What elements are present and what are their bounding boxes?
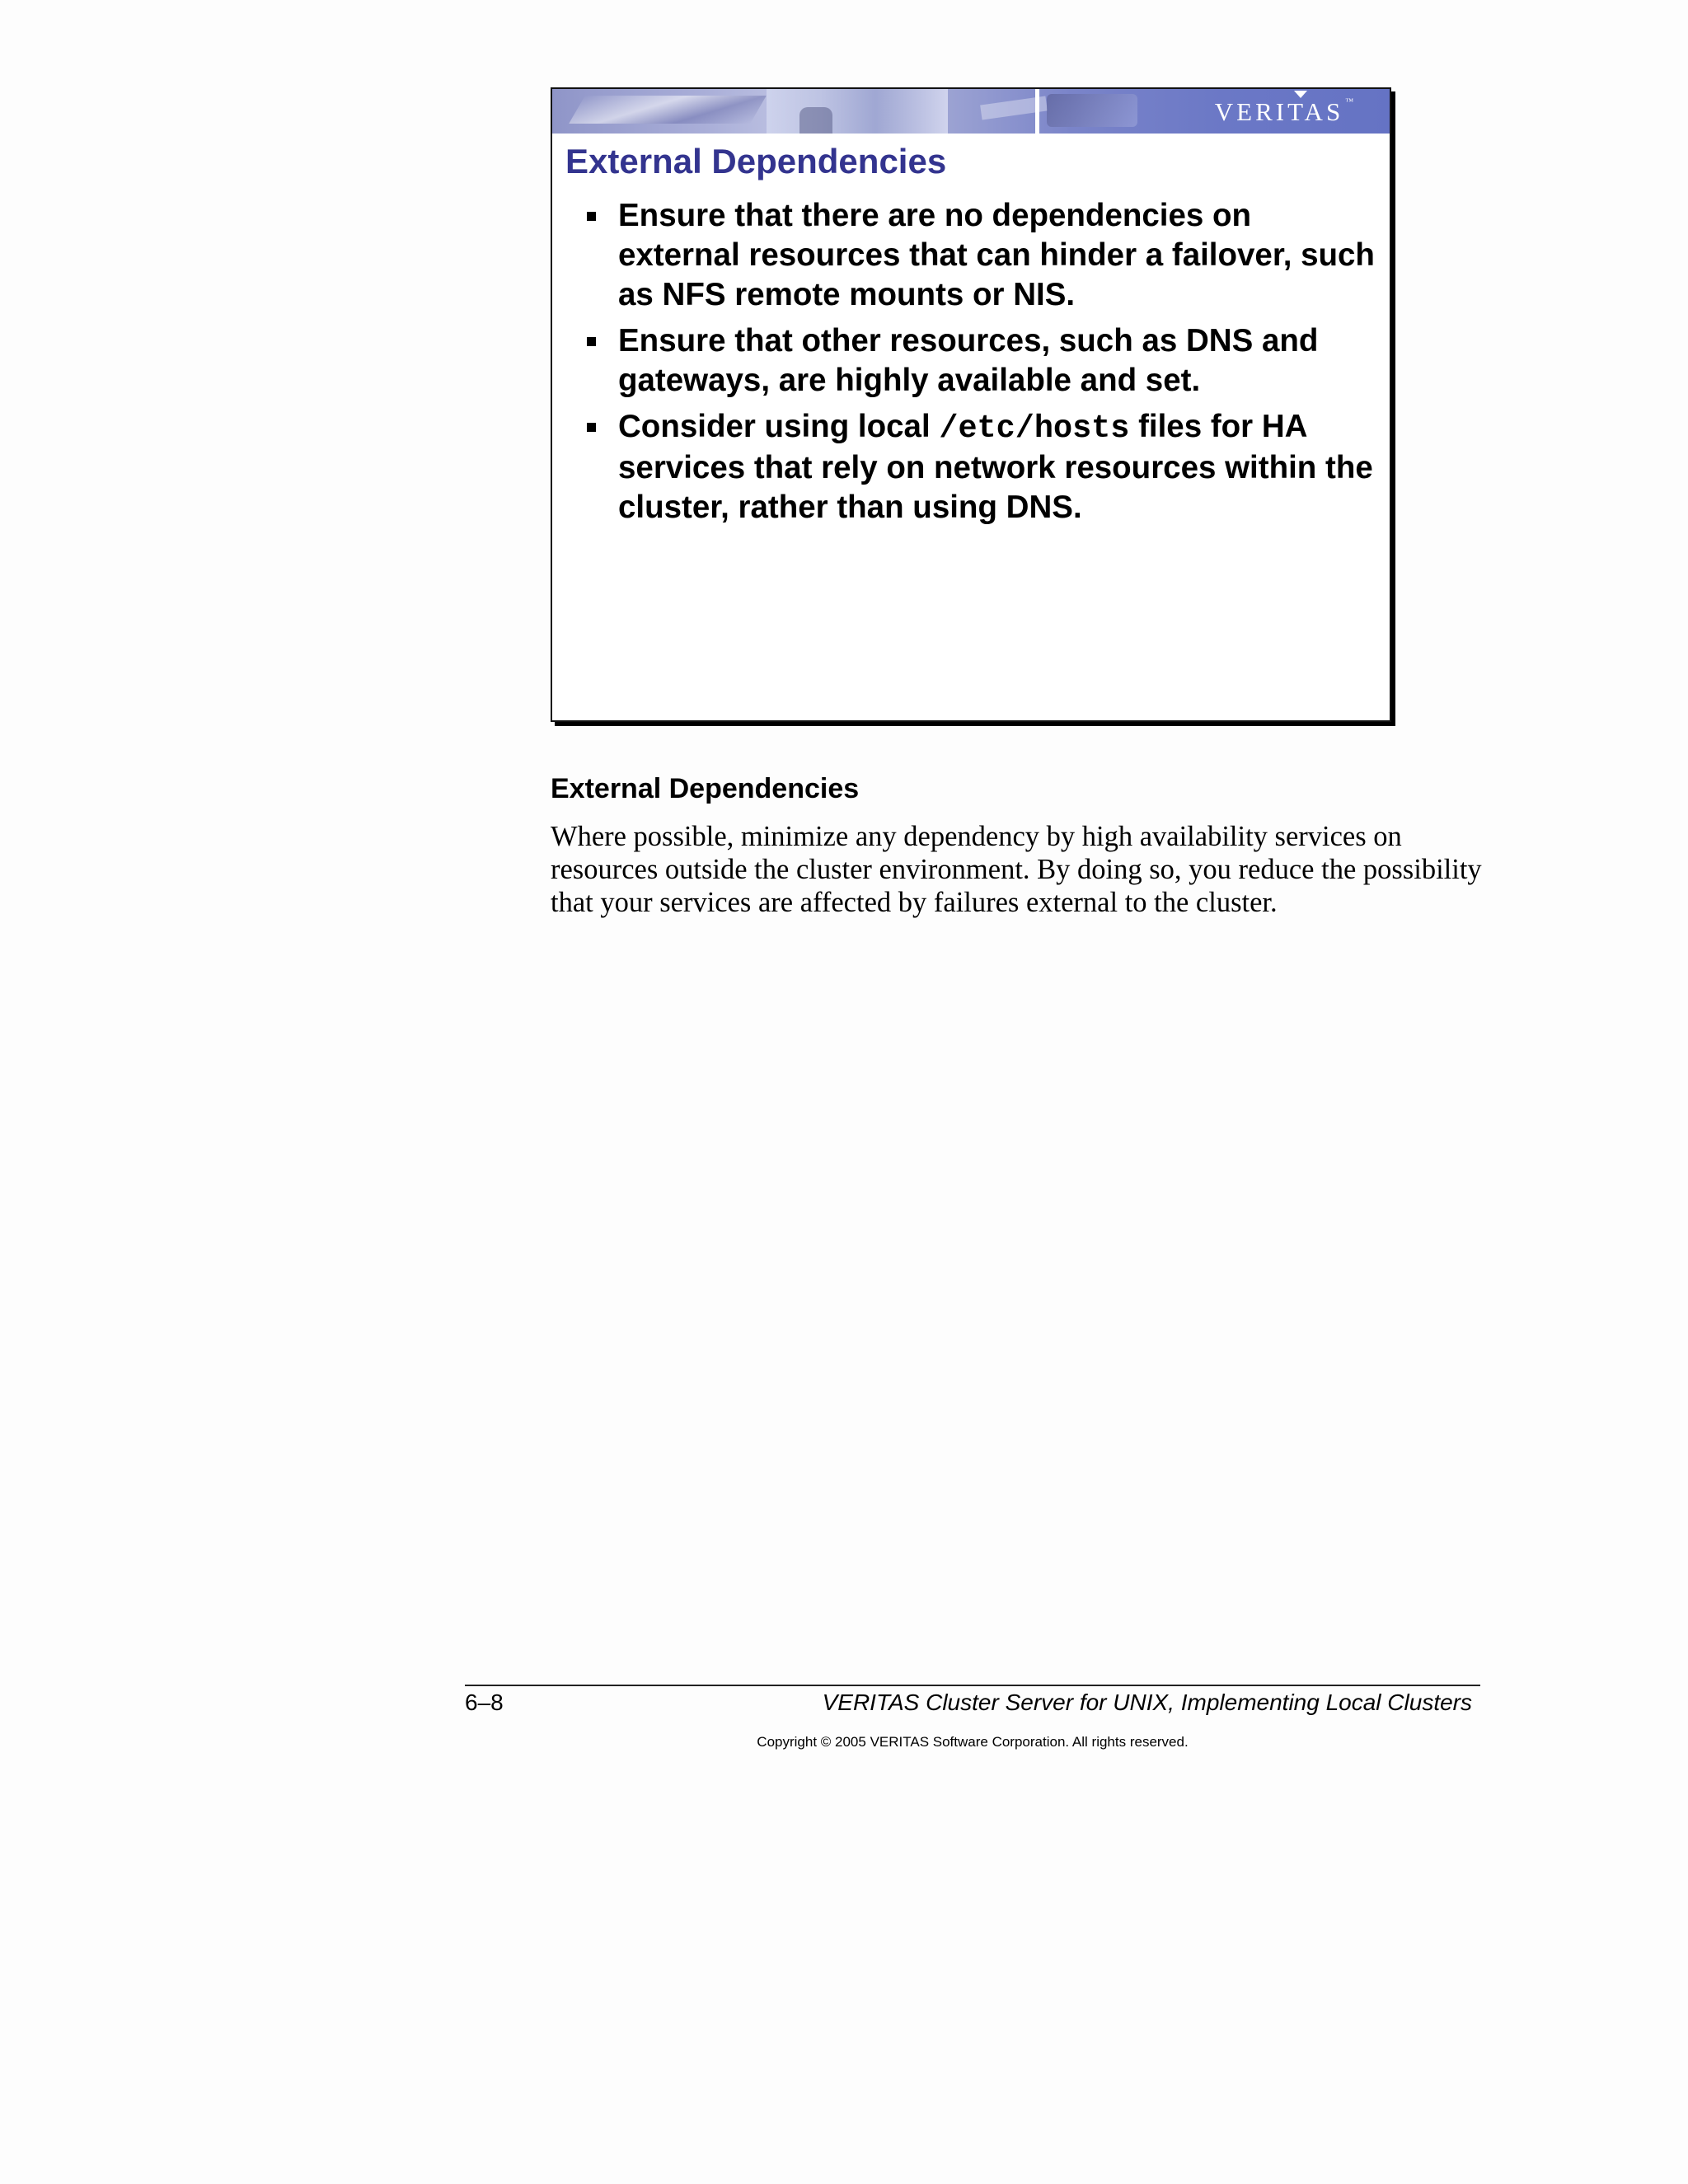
- banner-photo: [569, 96, 767, 124]
- slide-bullet-text: Ensure that there are no dependencies on external resources that can hinder a failover, such as NFS remote mounts or NIS.: [618, 198, 1375, 312]
- body-paragraph: Where possible, minimize any dependency by high availability services on resources outside the cluster environment. By doing so, you reduce the possibility that your services are affected by failures external to the cluster.: [551, 821, 1482, 918]
- bullet-square-icon: [587, 337, 596, 346]
- slide-title: External Dependencies: [565, 142, 947, 180]
- banner-photo: [799, 107, 832, 134]
- slide-bullet: [587, 196, 1378, 315]
- slide-bullet-list: [587, 196, 1378, 534]
- slide-bullet: [587, 321, 1378, 401]
- slide-bullet-text-before: Consider using local: [618, 409, 940, 444]
- veritas-logo: [1215, 97, 1353, 127]
- slide-bullet-text-after: files for HA services that rely on network resources within the cluster, rather than using DNS.: [618, 409, 1373, 525]
- banner-photo: [767, 89, 948, 134]
- logo-text: VERITAS: [1214, 97, 1344, 126]
- slide-bullet-text: Ensure that other resources, such as DNS and gateways, are highly available and set.: [618, 323, 1319, 398]
- page-number: 6–8: [465, 1690, 504, 1715]
- copyright-notice: Copyright © 2005 VERITAS Software Corporation. All rights reserved.: [757, 1734, 1189, 1750]
- bullet-square-icon: [587, 212, 596, 221]
- logo-trademark: ™: [1345, 97, 1353, 106]
- footer-divider: [465, 1685, 1480, 1686]
- slide-banner: [552, 89, 1390, 134]
- bullet-square-icon: [587, 423, 596, 432]
- running-title: VERITAS Cluster Server for UNIX, Implementing Local Clusters: [822, 1690, 1472, 1715]
- slide-bullet-code: /etc/hosts: [939, 410, 1130, 447]
- banner-photo: [1047, 94, 1137, 127]
- section-heading: External Dependencies: [551, 773, 860, 804]
- slide-frame: [551, 87, 1391, 722]
- banner-divider: [1035, 89, 1039, 134]
- slide-bullet: [587, 407, 1378, 527]
